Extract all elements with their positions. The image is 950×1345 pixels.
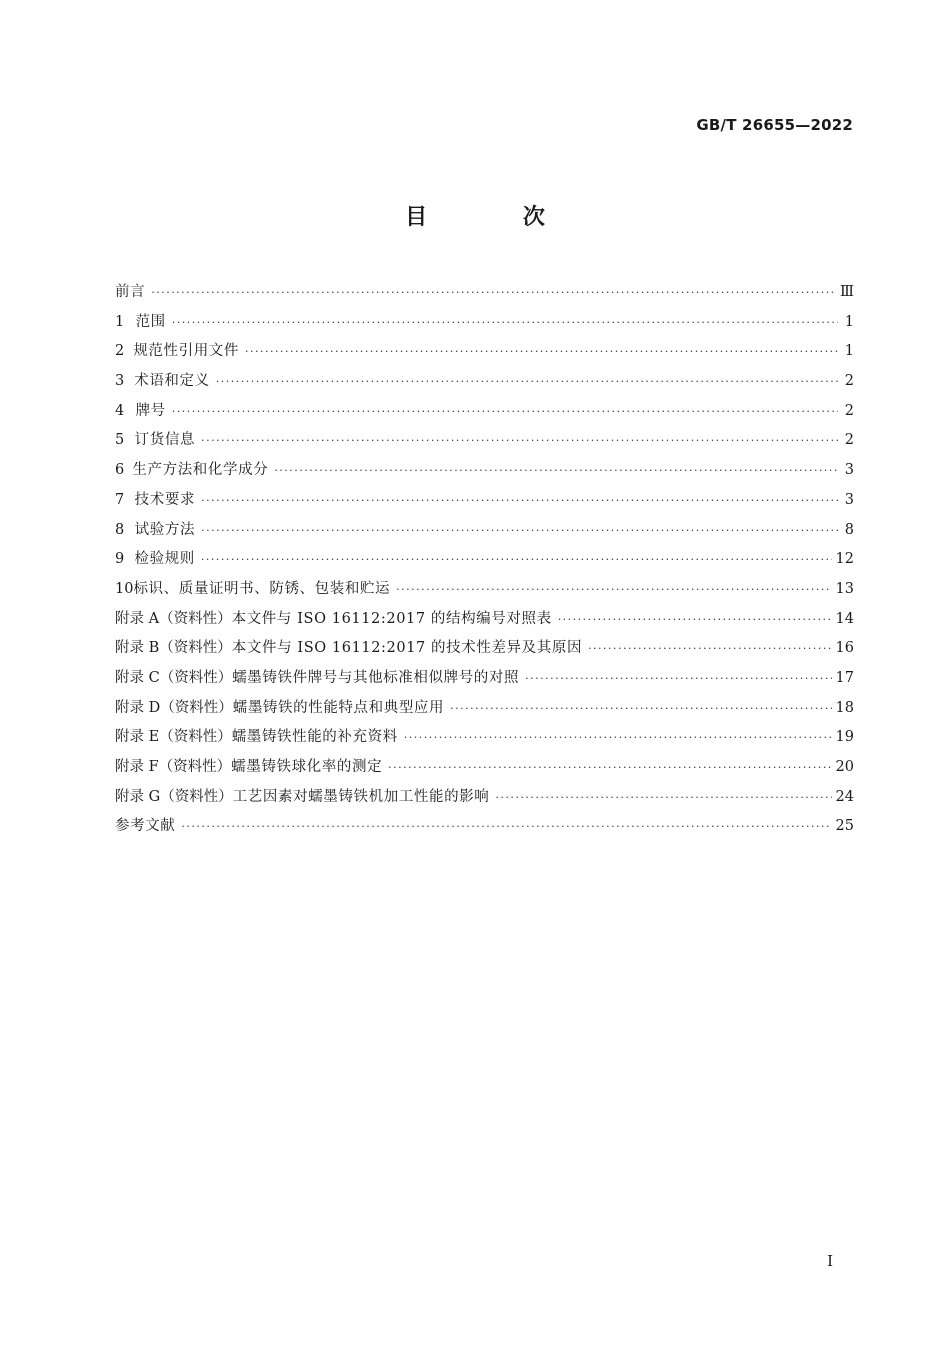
toc-entry-label: 术语和定义	[134, 373, 210, 390]
toc-entry-page: 14	[835, 610, 854, 627]
toc-entry-page: 24	[835, 788, 854, 805]
toc-entry[interactable]	[115, 426, 854, 456]
toc-entry-label: 标识、质量证明书、防锈、包装和贮运	[133, 580, 391, 597]
toc-entry-page: 25	[835, 818, 854, 835]
toc-entry-label: 规范性引用文件	[133, 343, 240, 360]
toc-entry[interactable]	[115, 337, 854, 367]
toc-leader-dots	[201, 486, 838, 516]
toc-entry[interactable]	[115, 634, 854, 664]
toc-entry-label: 参考文献	[115, 818, 176, 835]
toc-entry-number: 2	[115, 343, 125, 360]
toc-leader-dots	[388, 753, 831, 783]
toc-entry-page: 17	[835, 669, 854, 686]
page-title: 目 次	[405, 205, 589, 230]
toc-entry-page: 16	[835, 640, 854, 657]
toc-entry-page: 20	[835, 759, 854, 775]
toc-entry[interactable]	[115, 367, 854, 397]
toc-leader-dots	[558, 605, 832, 635]
toc-entry-number: 5	[115, 432, 125, 449]
toc-leader-dots	[172, 397, 838, 427]
toc-entry-page: 19	[835, 729, 854, 746]
toc-leader-dots	[181, 812, 831, 842]
page-number: I	[827, 1252, 833, 1270]
toc-entry-page: 2	[844, 373, 854, 390]
toc-entry-page: 13	[835, 580, 854, 597]
toc-entry-number: 3	[115, 373, 125, 390]
toc-entry-number: 附录 C（资料性）	[115, 669, 233, 686]
toc-entry-label: 牌号	[135, 402, 166, 419]
toc-entry[interactable]	[115, 486, 854, 516]
toc-entry-number: 8	[115, 521, 125, 538]
toc-entry-label: 本文件与 ISO 16112:2017 的技术性差异及其原因	[231, 640, 583, 657]
toc-entry-label: 范围	[135, 313, 166, 330]
toc-entry-page: 12	[835, 551, 854, 568]
toc-leader-dots	[495, 783, 831, 813]
toc-entry-label: 技术要求	[134, 491, 196, 508]
toc-entry-number: 附录 D（资料性）	[115, 699, 233, 716]
toc-leader-dots	[151, 278, 836, 308]
toc-leader-dots	[450, 694, 831, 724]
toc-entry-number: 附录 F（资料性）	[115, 759, 232, 775]
toc-entry-page: 3	[844, 491, 854, 508]
toc-entry-page: Ⅲ	[840, 284, 854, 300]
toc-entry-label: 蠕墨铸铁性能的补充资料	[231, 729, 398, 746]
standard-code: GB/T 26655—2022	[696, 116, 853, 134]
toc-entry[interactable]	[115, 575, 854, 605]
toc-entry-label: 本文件与 ISO 16112:2017 的结构编号对照表	[231, 610, 552, 627]
toc-entry[interactable]	[115, 753, 854, 783]
toc-entry[interactable]	[115, 397, 854, 427]
toc-leader-dots	[404, 723, 832, 753]
toc-entry[interactable]	[115, 605, 854, 635]
toc-entry-label: 试验方法	[134, 521, 196, 538]
toc-entry-label: 订货信息	[134, 432, 196, 449]
toc-entry-number: 附录 G（资料性）	[115, 788, 233, 805]
toc-leader-dots	[245, 337, 838, 367]
toc-entry-number: 9	[115, 551, 125, 568]
toc-leader-dots	[201, 545, 832, 575]
toc-leader-dots	[216, 367, 838, 397]
toc-leader-dots	[201, 516, 838, 546]
toc-entry-label: 蠕墨铸铁球化率的测定	[231, 759, 383, 775]
toc-entry-label: 前言	[115, 284, 146, 300]
toc-entry-page: 3	[844, 462, 854, 479]
toc-entry[interactable]	[115, 723, 854, 753]
toc-leader-dots	[274, 456, 838, 486]
toc-entry-number: 1	[115, 313, 125, 330]
toc-entry-label: 工艺因素对蠕墨铸铁机加工性能的影响	[232, 788, 490, 805]
toc-leader-dots	[525, 664, 831, 694]
toc-entry-label: 蠕墨铸铁的性能特点和典型应用	[232, 699, 445, 716]
toc-entry[interactable]	[115, 278, 854, 308]
toc-entry-number: 附录 B（资料性）	[115, 640, 232, 657]
toc-entry[interactable]	[115, 783, 854, 813]
toc-entry-number: 6	[115, 462, 125, 479]
toc-entry-label: 蠕墨铸铁件牌号与其他标准相似牌号的对照	[232, 669, 520, 686]
toc-entry-page: 1	[844, 313, 854, 330]
toc-entry-number: 10	[115, 580, 134, 597]
toc-entry[interactable]	[115, 664, 854, 694]
toc-leader-dots	[201, 426, 838, 456]
toc-entry-page: 2	[844, 432, 854, 449]
toc-entry[interactable]	[115, 456, 854, 486]
toc-entry-page: 1	[844, 343, 854, 360]
toc-entry-number: 4	[115, 402, 125, 419]
toc-entry-number: 附录 A（资料性）	[115, 610, 232, 627]
table-of-contents	[115, 278, 854, 842]
toc-entry-number: 附录 E（资料性）	[115, 729, 232, 746]
toc-entry[interactable]	[115, 812, 854, 842]
toc-leader-dots	[172, 308, 838, 338]
toc-entry-label: 生产方法和化学成分	[132, 462, 269, 479]
toc-entry-page: 18	[835, 699, 854, 716]
toc-entry-page: 2	[844, 402, 854, 419]
toc-entry[interactable]	[115, 694, 854, 724]
toc-leader-dots	[588, 634, 831, 664]
toc-entry[interactable]	[115, 545, 854, 575]
toc-entry-page: 8	[844, 521, 854, 538]
toc-entry-label: 检验规则	[134, 551, 195, 568]
toc-entry[interactable]	[115, 516, 854, 546]
toc-entry[interactable]	[115, 308, 854, 338]
toc-leader-dots	[396, 575, 831, 605]
toc-entry-number: 7	[115, 491, 125, 508]
